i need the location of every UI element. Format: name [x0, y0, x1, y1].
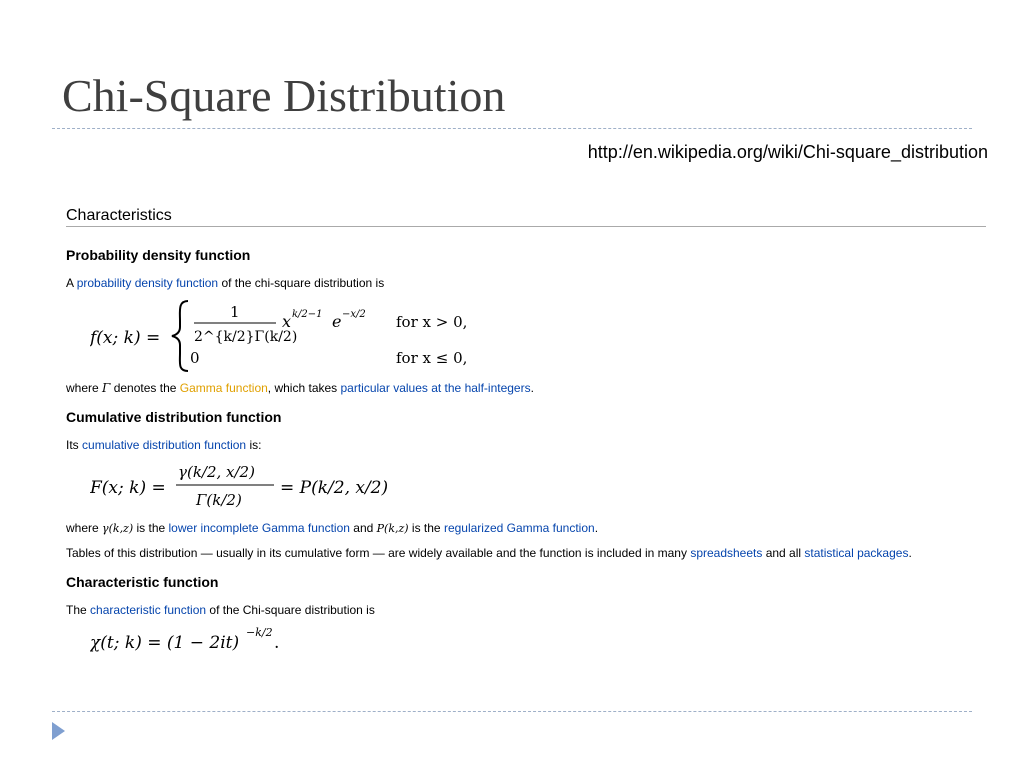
cdf-rhs: = P(k/2, x/2) — [280, 478, 389, 498]
cdf-note-suffix: . — [594, 521, 599, 535]
cf-intro — [66, 603, 986, 618]
pdf-formula — [90, 297, 510, 375]
section-heading: Characteristics — [66, 208, 986, 227]
regularized-gamma-link[interactable]: regularized Gamma function — [443, 521, 595, 535]
pdf-note — [66, 381, 986, 396]
cf-end: . — [274, 633, 280, 653]
pdf-brace — [172, 301, 188, 371]
pdf-case2-value: 0 — [190, 349, 200, 367]
pdf-note-mid: denotes the — [110, 381, 180, 395]
lower-gamma-symbol: γ(k,z) — [102, 522, 134, 535]
pdf-intro-suffix: of the chi-square distribution is — [218, 276, 385, 290]
pdf-note-mid2: , which takes — [267, 381, 341, 395]
slide-title: Chi-Square Distribution — [62, 70, 506, 121]
tables-mid: and all — [762, 546, 805, 560]
cdf-link[interactable]: cumulative distribution function — [82, 438, 247, 452]
cf-intro-suffix: of the Chi-square distribution is — [206, 603, 375, 617]
half-integers-link[interactable]: particular values at the half-integers — [340, 381, 531, 395]
pdf-heading: Probability density function — [66, 247, 251, 263]
cdf-note-mid3: is the — [408, 521, 444, 535]
pdf-lhs: f(x; k) = — [90, 328, 161, 348]
cdf-intro — [66, 438, 986, 453]
cf-formula — [90, 624, 350, 656]
pdf-x: x — [282, 312, 292, 331]
pdf-intro — [66, 276, 986, 291]
cdf-heading: Cumulative distribution function — [66, 409, 282, 425]
tables-suffix: . — [908, 546, 912, 560]
cf-heading: Characteristic function — [66, 574, 219, 590]
pdf-x-exp: k/2−1 — [292, 309, 323, 320]
cf-intro-prefix: The — [66, 603, 91, 617]
pdf-note-prefix: where — [66, 381, 103, 395]
characteristic-function-link[interactable]: characteristic function — [90, 603, 207, 617]
cdf-intro-prefix: Its — [66, 438, 83, 452]
pdf-denominator: 2^{k/2}Γ(k/2) — [194, 329, 298, 345]
cdf-formula — [90, 459, 450, 515]
spreadsheets-link[interactable]: spreadsheets — [690, 546, 763, 560]
pdf-e: e — [332, 312, 342, 331]
cdf-lhs: F(x; k) = — [90, 478, 166, 498]
cdf-note — [66, 521, 986, 536]
cdf-denominator: Γ(k/2) — [196, 491, 242, 509]
lower-incomplete-gamma-link[interactable]: lower incomplete Gamma function — [168, 521, 350, 535]
cdf-intro-suffix: is: — [246, 438, 262, 452]
cdf-note-mid2: and — [349, 521, 377, 535]
triangle-bullet-icon — [52, 722, 65, 740]
source-url: http://en.wikipedia.org/wiki/Chi-square_distribution — [587, 142, 988, 162]
cf-exp: −k/2 — [246, 626, 273, 639]
tables-prefix: Tables of this distribution — usually in its cumulative form — are widely available and the function is included in many — [66, 546, 691, 560]
cdf-note-prefix: where — [66, 521, 103, 535]
wikipedia-snippet — [66, 208, 986, 656]
pdf-note-suffix: . — [530, 381, 534, 395]
pdf-case1-cond: for x > 0, — [396, 313, 468, 331]
gamma-symbol: Γ — [102, 381, 111, 395]
footer-divider — [52, 711, 972, 712]
statistical-packages-link[interactable]: statistical packages — [804, 546, 909, 560]
pdf-intro-prefix: A — [66, 276, 77, 290]
gamma-function-link[interactable]: Gamma function — [179, 381, 268, 395]
pdf-e-exp: −x/2 — [342, 309, 366, 320]
title-divider — [52, 128, 972, 129]
tables-note — [66, 546, 986, 561]
cf-lhs: χ(t; k) = (1 − 2it) — [90, 633, 240, 653]
regularized-gamma-symbol: P(k,z) — [376, 522, 409, 535]
pdf-link[interactable]: probability density function — [76, 276, 219, 290]
pdf-numerator: 1 — [230, 303, 240, 321]
pdf-case2-cond: for x ≤ 0, — [396, 349, 468, 367]
cdf-numerator: γ(k/2, x/2) — [178, 463, 255, 481]
cdf-note-mid1: is the — [133, 521, 169, 535]
